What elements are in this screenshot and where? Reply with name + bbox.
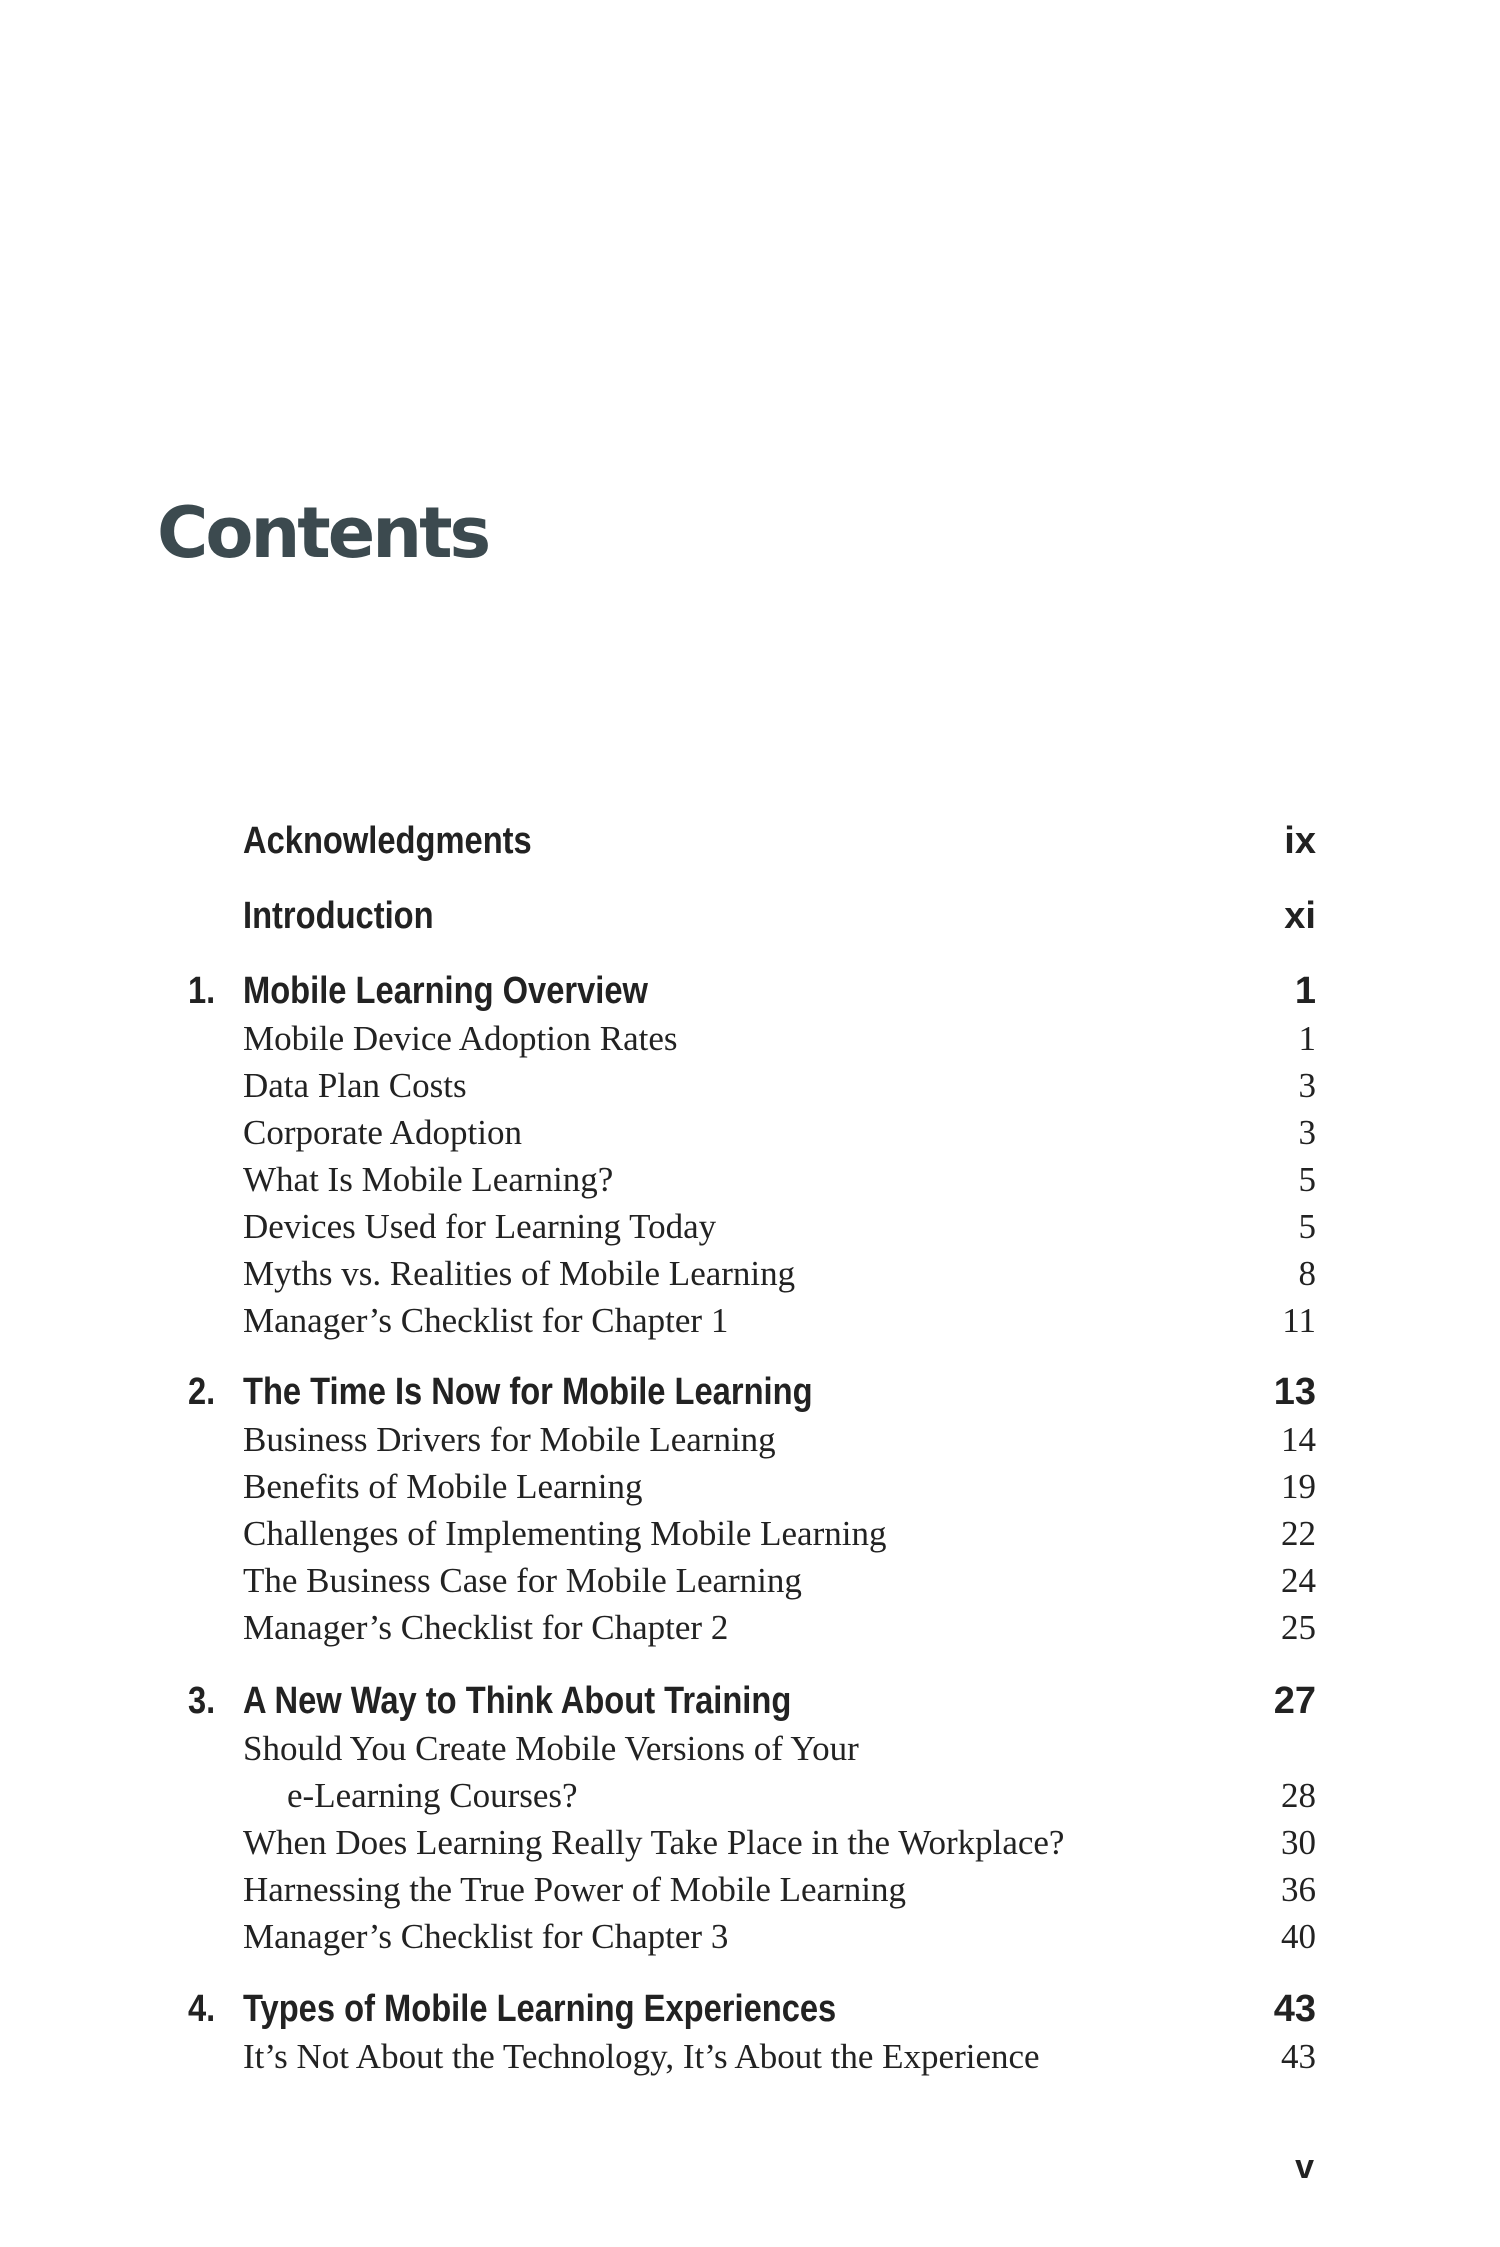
- section-label: It’s Not About the Technology, It’s About the Experience: [243, 2037, 1040, 2076]
- section-page: 22: [1281, 1514, 1316, 1553]
- section-page: 24: [1281, 1561, 1316, 1600]
- section-label: When Does Learning Really Take Place in the Workplace?: [243, 1823, 1065, 1862]
- section-page: 8: [1298, 1254, 1316, 1293]
- section-label: Manager’s Checklist for Chapter 2: [243, 1608, 729, 1647]
- page-title: Contents: [157, 492, 489, 574]
- section-label-continuation: e-Learning Courses?: [287, 1776, 578, 1815]
- section-label: Harnessing the True Power of Mobile Learning: [243, 1870, 906, 1909]
- chapter-title: The Time Is Now for Mobile Learning: [243, 1371, 813, 1413]
- section-label: Manager’s Checklist for Chapter 3: [243, 1917, 729, 1956]
- section-label: The Business Case for Mobile Learning: [243, 1561, 802, 1600]
- chapter-title: Types of Mobile Learning Experiences: [243, 1988, 837, 2030]
- section-label: Should You Create Mobile Versions of Your: [243, 1729, 859, 1768]
- chapter-number: 1.: [188, 970, 216, 1012]
- section-label: Business Drivers for Mobile Learning: [243, 1420, 776, 1459]
- chapter-page: 43: [1273, 1988, 1316, 2030]
- toc-entry-label: Introduction: [243, 895, 434, 937]
- section-label: Devices Used for Learning Today: [243, 1207, 717, 1246]
- toc-entry-label: Acknowledgments: [243, 820, 532, 862]
- section-page: 25: [1281, 1608, 1316, 1647]
- chapter-title: Mobile Learning Overview: [243, 970, 648, 1012]
- section-label: Benefits of Mobile Learning: [243, 1467, 643, 1506]
- section-page: 3: [1298, 1113, 1316, 1152]
- section-page: 3: [1298, 1066, 1316, 1105]
- section-page: 40: [1281, 1917, 1316, 1956]
- section-label: Challenges of Implementing Mobile Learning: [243, 1514, 887, 1553]
- section-page: 14: [1281, 1420, 1316, 1459]
- section-page: 36: [1281, 1870, 1316, 1909]
- section-page: 1: [1298, 1019, 1316, 1058]
- section-page: 43: [1281, 2037, 1316, 2076]
- section-page: 28: [1281, 1776, 1316, 1815]
- chapter-number: 4.: [188, 1988, 216, 2030]
- chapter-number: 3.: [188, 1680, 216, 1722]
- chapter-number: 2.: [188, 1371, 216, 1413]
- chapter-title: A New Way to Think About Training: [243, 1680, 792, 1722]
- section-page: 5: [1298, 1207, 1316, 1246]
- chapter-page: 13: [1273, 1371, 1316, 1413]
- chapter-page: 1: [1294, 970, 1316, 1012]
- section-label: What Is Mobile Learning?: [243, 1160, 614, 1199]
- section-page: 5: [1298, 1160, 1316, 1199]
- section-label: Manager’s Checklist for Chapter 1: [243, 1301, 729, 1340]
- section-label: Mobile Device Adoption Rates: [243, 1019, 678, 1058]
- section-label: Corporate Adoption: [243, 1113, 522, 1152]
- toc-entry-page: ix: [1284, 820, 1316, 862]
- section-page: 19: [1281, 1467, 1316, 1506]
- section-label: Data Plan Costs: [243, 1066, 467, 1105]
- section-label: Myths vs. Realities of Mobile Learning: [243, 1254, 796, 1293]
- section-page: 30: [1281, 1823, 1316, 1862]
- chapter-page: 27: [1273, 1680, 1316, 1722]
- section-page: 11: [1282, 1301, 1316, 1340]
- page-number: v: [1295, 2148, 1314, 2186]
- toc-entry-page: xi: [1284, 895, 1316, 937]
